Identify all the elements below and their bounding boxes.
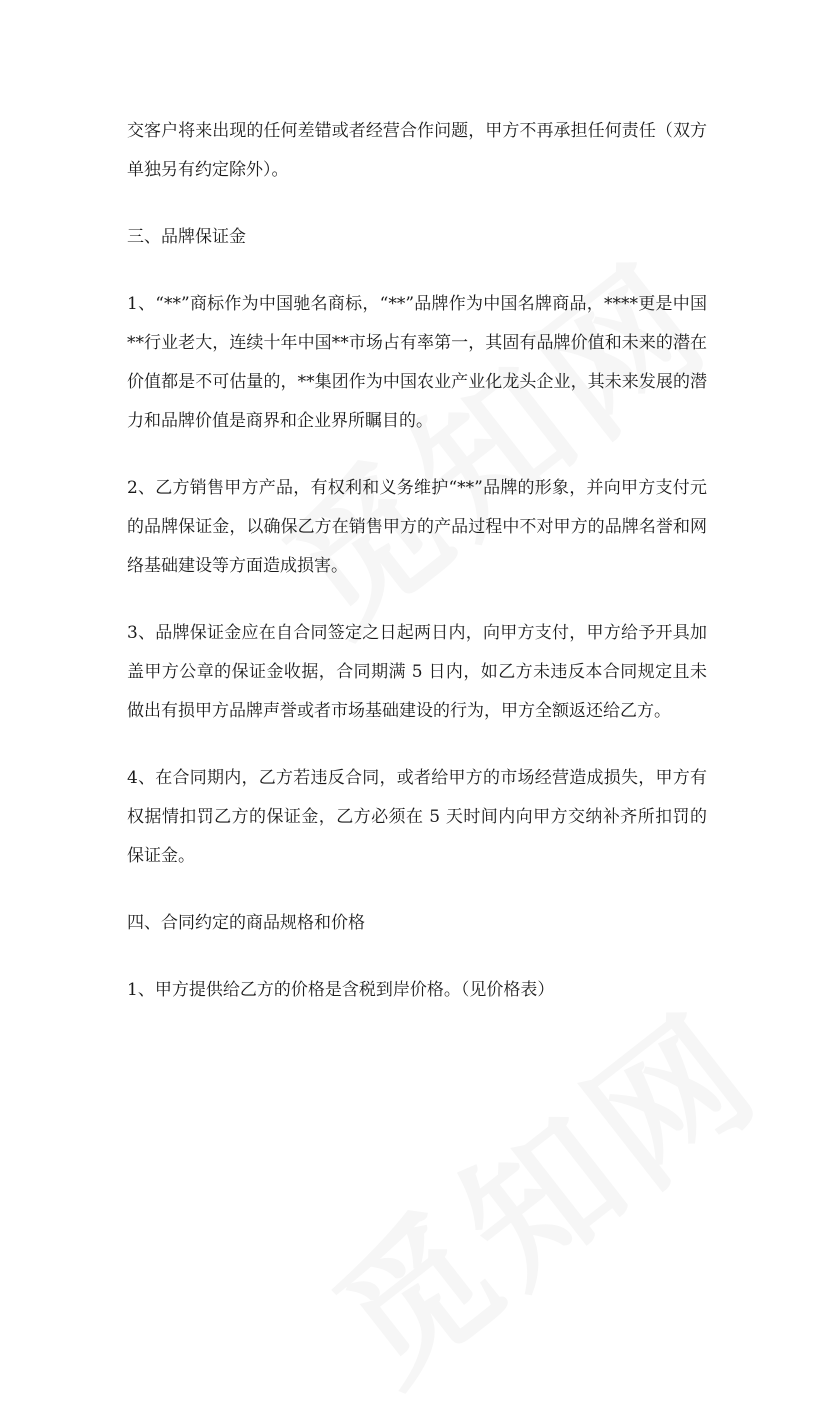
document-body [127,112,707,1038]
section-heading-brand-deposit: 三、品牌保证金 [127,227,246,247]
clause-4-1: 1、甲方提供给乙方的价格是含税到岸价格。（见价格表） [127,980,555,1000]
section-heading-specs-and-prices: 四、合同约定的商品规格和价格 [127,913,365,933]
clause-3-3: 3、品牌保证金应在自合同签定之日起两日内，向甲方支付，甲方给予开具加盖甲方公章的保证金收据，合同期满 5 日内，如乙方未违反本合同规定且未做出有损甲方品牌声誉或者市场基础建设的行为，甲方全额返还给乙方。 [127,623,707,721]
clause-3-2: 2、乙方销售甲方产品，有权利和义务维护“**”品牌的形象，并向甲方支付元的品牌保证金，以确保乙方在销售甲方的产品过程中不对甲方的品牌名誉和网络基础建设等方面造成损害。 [127,478,707,576]
paragraph-continuation: 交客户将来出现的任何差错或者经营合作问题，甲方不再承担任何责任（双方单独另有约定除外）。 [127,121,707,180]
clause-3-1: 1、“**”商标作为中国驰名商标，“**”品牌作为中国名牌商品，****更是中国**行业老大，连续十年中国**市场占有率第一，其固有品牌价值和未来的潜在价值都是不可估量的，**集团作为中国农业产业化龙头企业，其未来发展的潜力和品牌价值是商界和企业界所瞩目的。 [127,294,707,431]
clause-3-4: 4、在合同期内，乙方若违反合同，或者给甲方的市场经营造成损失，甲方有权据情扣罚乙方的保证金，乙方必须在 5 天时间内向甲方交纳补齐所扣罚的保证金。 [127,768,707,866]
